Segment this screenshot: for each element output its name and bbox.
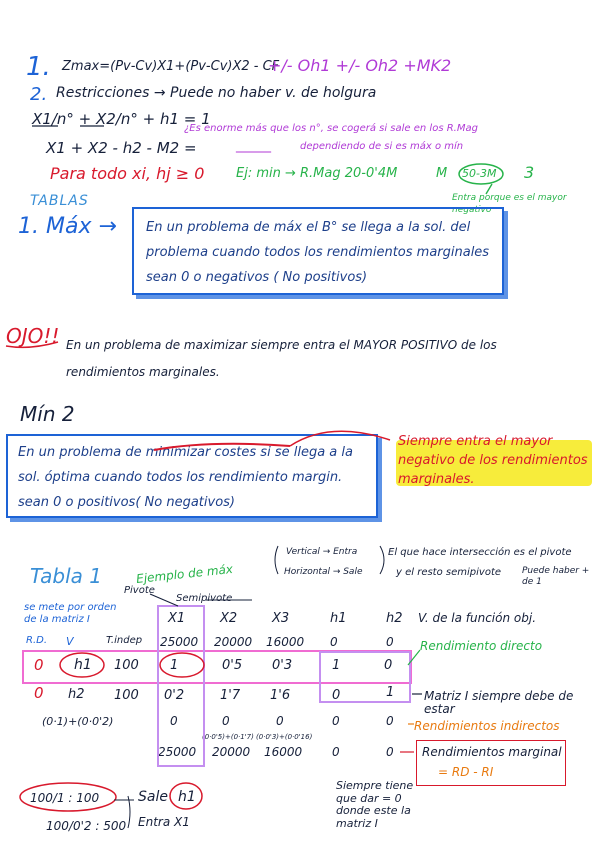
tablas-heading: TABLAS bbox=[30, 193, 89, 209]
entra-label: Entra X1 bbox=[138, 815, 190, 829]
ejemplo-m: M bbox=[436, 166, 448, 181]
brace-note-1: El que hace intersección es el pivote bbox=[388, 547, 572, 558]
ri-x3: 0 bbox=[276, 714, 284, 728]
col-header-x1: X1 bbox=[168, 611, 186, 626]
row2-x3: 1'6 bbox=[270, 688, 291, 703]
restricciones-label: Restricciones → Puede no haber v. de holgura bbox=[56, 85, 377, 101]
rm-h2: 0 bbox=[386, 745, 394, 759]
ejemplo-min: Ej: min → R.Mag 20-0'4M bbox=[236, 166, 398, 181]
col-header-x3: X3 bbox=[272, 611, 290, 626]
r0-x3: 16000 bbox=[266, 635, 305, 649]
equation-1: X1/n° + X2/n° + h1 = 1 bbox=[32, 110, 211, 128]
siempre-note: Siempre tiene que dar = 0 donde este la matriz I bbox=[336, 779, 414, 830]
row2-rd: 0 bbox=[34, 684, 44, 702]
tindep-label: T.indep bbox=[106, 635, 143, 646]
row2-h2: 1 bbox=[386, 685, 395, 700]
v-label: V bbox=[66, 635, 74, 648]
entra-note: Entra porque es el mayor negativo bbox=[452, 193, 567, 215]
rm-h1: 0 bbox=[332, 745, 340, 759]
rd-label: R.D. bbox=[26, 635, 48, 646]
ri-x2: 0 bbox=[222, 714, 230, 728]
item-number-1: 1. bbox=[26, 52, 51, 82]
item-number-2: 2. bbox=[30, 84, 48, 105]
rend-directo: Rendimiento directo bbox=[420, 639, 543, 653]
semipivote-label: Semipivote bbox=[176, 593, 233, 604]
col-header-x2: X2 bbox=[220, 611, 238, 626]
matriz-note: Matriz I siempre debe de estar bbox=[424, 689, 574, 717]
rm-x1: 25000 bbox=[158, 745, 197, 759]
ri-h2: 0 bbox=[386, 714, 394, 728]
puede-note: Puede haber + de 1 bbox=[522, 566, 590, 587]
rend-indirectos: Rendimientos indirectos bbox=[414, 719, 560, 733]
ri-x1: 0 bbox=[170, 714, 178, 728]
min-rule-box bbox=[6, 434, 378, 518]
ri-h1: 0 bbox=[332, 714, 340, 728]
calc2: 100/0'2 : 500 bbox=[46, 819, 127, 833]
brace-note-2: y el resto semipivote bbox=[396, 567, 502, 578]
max-rule-box bbox=[132, 207, 504, 295]
equation-2-note: dependiendo de si es máx o mín bbox=[300, 141, 464, 152]
calc-expr: (0·1)+(0·0'2) bbox=[42, 715, 114, 728]
row1-h2: 0 bbox=[384, 658, 393, 673]
r0-x2: 20000 bbox=[214, 635, 253, 649]
sale-label: Sale bbox=[138, 789, 168, 805]
zmax-tail: +/- Oh1 +/- Oh2 +MK2 bbox=[268, 56, 452, 75]
rm-x3: 16000 bbox=[264, 745, 303, 759]
r0-h1: 0 bbox=[330, 635, 338, 649]
rm-x2: 20000 bbox=[212, 745, 251, 759]
equation-2-blank: _____ bbox=[236, 137, 271, 153]
row1-x2: 0'5 bbox=[222, 658, 243, 673]
ejemplo-3: 3 bbox=[524, 163, 535, 182]
min-rule-text: En un problema de minimizar costes si se llega a la sol. óptima cuando todos los rendimiento margin. sean 0 o positivos( No negativos) bbox=[18, 445, 353, 510]
col-header-h2: h2 bbox=[386, 611, 403, 626]
r0-x1: 25000 bbox=[160, 635, 199, 649]
ejemplo-circled: 50-3M bbox=[462, 167, 497, 180]
r0-h2: 0 bbox=[386, 635, 394, 649]
pivote-label: Pivote bbox=[124, 585, 155, 596]
vertical-entra: Vertical → Entra bbox=[286, 547, 358, 557]
row1-var: h1 bbox=[74, 657, 92, 673]
row1-ti: 100 bbox=[114, 658, 139, 673]
max-label: 1. Máx → bbox=[18, 214, 117, 239]
calc-small: (0·0'5)+(0·1'7) (0·0'3)+(0·0'16) bbox=[202, 733, 313, 741]
row1-x3: 0'3 bbox=[272, 658, 293, 673]
equation-1-note: ¿Es enorme más que los n°, se cogerá si sale en los R.Mag bbox=[184, 123, 478, 134]
row2-x2: 1'7 bbox=[220, 688, 241, 703]
calc1: 100/1 : 100 bbox=[30, 791, 100, 805]
orden-note: se mete por orden de la matriz I bbox=[24, 602, 117, 625]
row2-h1: 0 bbox=[332, 688, 341, 703]
horizontal-sale: Horizontal → Sale bbox=[284, 567, 363, 577]
ojo-text: En un problema de maximizar siempre entra el MAYOR POSITIVO de los rendimientos marginales. bbox=[66, 338, 497, 379]
ojo-label: OJO!! bbox=[6, 324, 60, 348]
row1-h1: 1 bbox=[332, 658, 341, 673]
row1-x1: 1 bbox=[170, 658, 179, 673]
row2-ti: 100 bbox=[114, 688, 139, 703]
max-rule-text: En un problema de máx el B° se llega a la sol. del problema cuando todos los rendimientos marginales sean 0 o negativos ( No positivos) bbox=[146, 220, 490, 285]
vfun-label: V. de la función obj. bbox=[418, 611, 537, 625]
zmax-formula: Zmax=(Pv-Cv)X1+(Pv-Cv)X2 - CF bbox=[62, 59, 280, 74]
rend-marginal: Rendimientos marginal bbox=[422, 745, 562, 759]
row2-x1: 0'2 bbox=[164, 688, 185, 703]
para-todo: Para todo xi, hj ≥ 0 bbox=[50, 164, 205, 183]
sale-var: h1 bbox=[178, 789, 196, 805]
min-label: Mín 2 bbox=[20, 402, 75, 426]
col-header-h1: h1 bbox=[330, 611, 347, 626]
tabla1-ejemplo: Ejemplo de máx bbox=[135, 561, 234, 587]
row1-rd: 0 bbox=[34, 656, 44, 674]
equation-2: X1 + X2 - h2 - M2 = bbox=[46, 139, 197, 157]
tabla1-title: Tabla 1 bbox=[30, 564, 102, 588]
min-note: Siempre entra el mayor negativo de los rendimientos marginales. bbox=[398, 434, 588, 487]
row2-var: h2 bbox=[68, 687, 85, 702]
rm-formula: = RD - RI bbox=[438, 765, 494, 779]
